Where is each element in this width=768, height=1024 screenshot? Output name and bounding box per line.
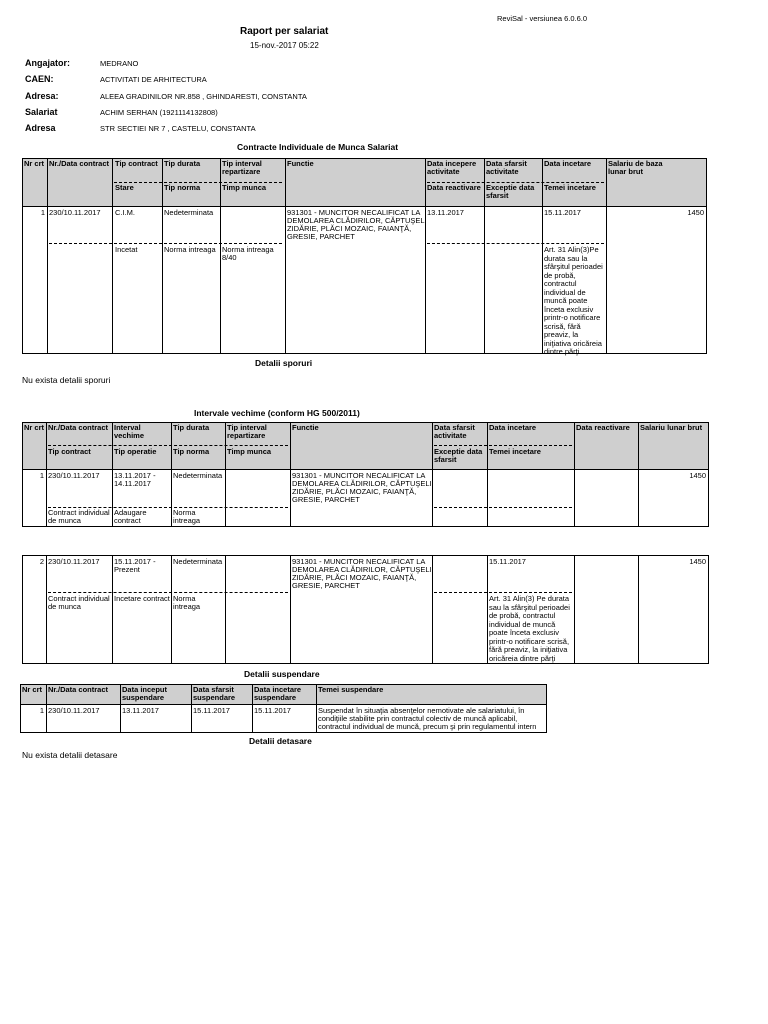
col-tip-durata: Tip durata: [164, 159, 201, 168]
v-col-nrdata: Nr./Data contract: [48, 423, 109, 432]
detasare-title: Detalii detasare: [249, 736, 312, 746]
col-functie: Functie: [287, 159, 314, 168]
cell-functie-3: ZIDĂRIE, PLĂCI MOZAIC, FAIANŢĂ,: [287, 224, 412, 233]
v1-functie-1: 931301 - MUNCITOR NECALIFICAT LA: [292, 471, 426, 480]
v1-functie-4: GRESIE, PARCHET: [292, 495, 360, 504]
v-col-data-sfarsit: Data sfarsit: [434, 423, 475, 432]
col-tip-interval-2: repartizare: [222, 167, 261, 176]
suspendare-title: Detalii suspendare: [244, 669, 320, 679]
page-title: Raport per salariat: [240, 26, 329, 37]
v2-operatie-1: Incetare contract: [114, 594, 170, 603]
contracte-title: Contracte Individuale de Munca Salariat: [237, 142, 399, 152]
cell-data-incepere: 13.11.2017: [427, 208, 464, 217]
v-col-tip-interval-2: repartizare: [227, 431, 266, 440]
v-col-tip-operatie: Tip operatie: [114, 447, 157, 456]
angajator-label: Angajator:: [25, 58, 70, 68]
v2-functie-1: 931301 - MUNCITOR NECALIFICAT LA: [292, 557, 426, 566]
v-col-temei: Temei incetare: [489, 447, 541, 456]
salariat-value: ACHIM SERHAN (1921114132808): [100, 108, 218, 117]
vechime-title: Intervale vechime (conform HG 500/2011): [194, 408, 360, 418]
v1-interval-2: 14.11.2017: [114, 479, 151, 488]
v2-functie-3: ZIDĂRIE, PLĂCI MOZAIC, FAIANŢĂ,: [292, 573, 417, 582]
sporuri-title: Detalii sporuri: [255, 358, 313, 368]
temei-line: individual de muncă: [489, 619, 556, 629]
v2-functie-4: GRESIE, PARCHET: [292, 581, 360, 590]
s-col-nrdata: Nr./Data contract: [48, 685, 109, 694]
cell-timp-1: Norma intreaga: [222, 245, 274, 254]
s-nr: 1: [39, 706, 44, 715]
detasare-empty: Nu exista detalii detasare: [22, 750, 118, 760]
temei-line: oricăreia dintre părţi: [489, 653, 556, 663]
cell-functie-1: 931301 - MUNCITOR NECALIFICAT LA: [287, 208, 421, 217]
temei-line: Art. 31 Alin(3) Pe durata: [489, 594, 570, 603]
v2-functie-2: DEMOLAREA CLĂDIRILOR, CĂPTUŞELI: [292, 565, 432, 574]
v-col-functie: Functie: [292, 423, 319, 432]
temei-line: fără preaviz, la iniţiativa: [489, 645, 568, 654]
cell-tip-contract: C.I.M.: [115, 208, 135, 217]
s-data-incetare: 15.11.2017: [254, 706, 291, 715]
v2-nrdata: 230/10.11.2017: [48, 557, 100, 566]
s-temei-3: contractul individual de muncă, precum şi prin regulamentul intern: [318, 722, 537, 731]
col-tip-interval: Tip interval: [222, 159, 262, 168]
v1-tip-contract-2: de munca: [48, 516, 81, 525]
angajator-value: MEDRANO: [100, 59, 139, 68]
v-col-interval-2: vechime: [114, 431, 145, 440]
temei-line: dintre părţi: [544, 347, 580, 356]
v-col-exceptie: Exceptie data: [434, 447, 483, 456]
adresa-label: Adresa:: [25, 91, 59, 101]
s-nrdata: 230/10.11.2017: [48, 706, 100, 715]
col-nrdata: Nr./Data contract: [49, 159, 110, 168]
col-tip-norma: Tip norma: [164, 183, 201, 192]
col-exceptie-2: sfarsit: [486, 191, 509, 200]
v1-operatie-1: Adaugare: [114, 508, 147, 517]
col-data-incepere-2: activitate: [427, 167, 460, 176]
s-temei-2: condiţiile stabilite prin contractul colectiv de muncă aplicabil,: [318, 714, 518, 723]
s-temei-1: Suspendat în situaţia absenţelor nemotivate ale salariatului, în: [318, 706, 525, 715]
v2-nr: 2: [39, 557, 44, 566]
temei-line: printr-o notificare: [544, 313, 601, 322]
col-temei: Temei incetare: [544, 183, 596, 192]
v2-tip-contract-1: Contract individual: [48, 594, 110, 603]
v1-operatie-2: contract: [114, 516, 141, 525]
temei-line: scrisă, fără: [544, 321, 581, 331]
v1-tip-durata: Nedeterminata: [173, 471, 223, 480]
s-col-data-incetare: Data incetare: [254, 685, 302, 694]
v1-nrdata: 230/10.11.2017: [48, 471, 100, 480]
v-col-nr: Nr crt: [24, 423, 45, 432]
s-col-data-sfarsit: Data sfarsit: [193, 685, 234, 694]
col-tip-contract: Tip contract: [115, 159, 158, 168]
temei-line: poate înceta exclusiv: [489, 628, 560, 637]
col-timp-munca: Timp munca: [222, 183, 267, 192]
temei-line: înceta exclusiv: [544, 304, 594, 314]
v-col-tip-contract: Tip contract: [48, 447, 91, 456]
cell-salariu: 1450: [687, 208, 704, 217]
cell-timp-2: 8/40: [222, 253, 237, 262]
v1-norma-2: intreaga: [173, 516, 201, 525]
v-col-timp-munca: Timp munca: [227, 447, 272, 456]
sporuri-empty: Nu exista detalii sporuri: [22, 375, 111, 385]
v2-tip-contract-2: de munca: [48, 602, 81, 611]
v2-tip-durata: Nedeterminata: [173, 557, 223, 566]
report-date: 15-nov.-2017 05:22: [250, 41, 319, 50]
temei-line: de probă,: [544, 270, 576, 280]
cell-nr: 1: [40, 208, 45, 217]
s-col-temei: Temei suspendare: [318, 685, 384, 694]
col-data-sfarsit: Data sfarsit: [486, 159, 527, 168]
adresa2-value: STR SECTIEI NR 7 , CASTELU, CONSTANTA: [100, 124, 256, 133]
s-col-data-incetare-2: suspendare: [254, 693, 297, 702]
col-nr: Nr crt: [24, 159, 45, 168]
temei-line: individual de: [544, 287, 586, 297]
adresa-value: ALEEA GRADINILOR NR.858 , GHINDARESTI, CONSTANTA: [100, 92, 307, 101]
caen-value: ACTIVITATI DE ARHITECTURA: [100, 75, 207, 84]
v1-nr: 1: [39, 471, 44, 480]
temei-line: preaviz, la: [544, 330, 579, 339]
temei-line: muncă poate: [544, 296, 588, 305]
v1-salariu: 1450: [689, 471, 706, 480]
temei-line: sau la sfârşitul perioadei: [489, 602, 570, 612]
v2-temei: [489, 595, 570, 663]
cell-temei: [544, 246, 603, 357]
cell-norma: Norma intreaga: [164, 245, 216, 254]
temei-line: durata sau la: [544, 253, 588, 263]
s-col-data-inceput: Data inceput: [122, 685, 168, 694]
cell-nrdata: 230/10.11.2017: [49, 208, 101, 217]
v-col-data-incetare: Data incetare: [489, 423, 537, 432]
temei-line: iniţiativa oricăreia: [544, 338, 602, 348]
col-data-reactivare: Data reactivare: [427, 183, 481, 192]
v-col-exceptie-2: sfarsit: [434, 455, 457, 464]
s-col-data-sfarsit-2: suspendare: [193, 693, 236, 702]
col-data-incetare: Data incetare: [544, 159, 592, 168]
version-label: ReviSal - versiunea 6.0.6.0: [497, 14, 588, 23]
s-data-sfarsit: 15.11.2017: [193, 706, 230, 715]
cell-data-incetare: 15.11.2017: [544, 208, 581, 217]
col-data-sfarsit-2: activitate: [486, 167, 519, 176]
caen-label: CAEN:: [25, 74, 54, 84]
col-salariu: Salariu de baza: [608, 159, 663, 168]
temei-line: contractul: [544, 279, 577, 288]
v-col-salariu: Salariu lunar brut: [640, 423, 703, 432]
v1-functie-2: DEMOLAREA CLĂDIRILOR, CĂPTUŞELI: [292, 479, 432, 488]
col-salariu-2: lunar brut: [608, 167, 643, 176]
v-col-tip-norma: Tip norma: [173, 447, 210, 456]
v-col-data-reactivare: Data reactivare: [576, 423, 630, 432]
s-col-data-inceput-2: suspendare: [122, 693, 165, 702]
s-data-inceput: 13.11.2017: [122, 706, 159, 715]
v2-interval-2: Prezent: [114, 565, 140, 574]
temei-line: printr-o notificare scrisă,: [489, 636, 570, 646]
temei-line: Art. 31 Alin(3)Pe: [544, 245, 599, 254]
adresa2-label: Adresa: [25, 123, 56, 133]
s-col-nr: Nr crt: [22, 685, 43, 694]
col-exceptie: Exceptie data: [486, 183, 535, 192]
cell-tip-durata: Nedeterminata: [164, 208, 214, 217]
v1-norma-1: Norma: [173, 508, 196, 517]
v-col-tip-interval: Tip interval: [227, 423, 267, 432]
v2-norma-2: intreaga: [173, 602, 201, 611]
v-col-interval: Interval: [114, 423, 141, 432]
cell-functie-4: GRESIE, PARCHET: [287, 232, 355, 241]
salariat-label: Salariat: [25, 107, 58, 117]
v1-interval-1: 13.11.2017 -: [114, 471, 156, 480]
v2-norma-1: Norma: [173, 594, 196, 603]
v-col-tip-durata: Tip durata: [173, 423, 210, 432]
v1-tip-contract-1: Contract individual: [48, 508, 110, 517]
cell-stare: Incetat: [115, 245, 138, 254]
cell-functie-2: DEMOLAREA CLĂDIRILOR, CĂPTUŞELI: [287, 216, 427, 225]
v2-salariu: 1450: [689, 557, 706, 566]
col-data-incepere: Data incepere: [427, 159, 477, 168]
temei-line: de probă, contractul: [489, 611, 556, 620]
temei-line: sfârşitul perioadei: [544, 262, 603, 271]
v2-interval-1: 15.11.2017 -: [114, 557, 156, 566]
v1-functie-3: ZIDĂRIE, PLĂCI MOZAIC, FAIANŢĂ,: [292, 487, 417, 496]
v2-data-incetare: 15.11.2017: [489, 557, 526, 566]
col-stare: Stare: [115, 183, 134, 192]
v-col-data-sfarsit-2: activitate: [434, 431, 467, 440]
